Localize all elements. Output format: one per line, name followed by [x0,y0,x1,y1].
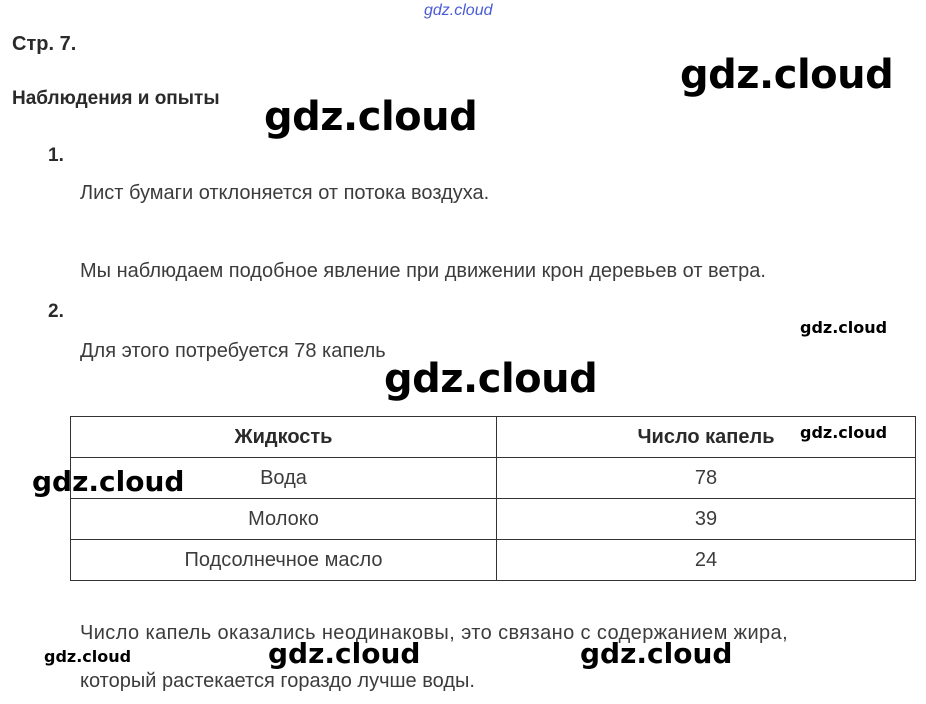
drops-table [70,416,916,581]
table-cell-liquid: Молоко [71,499,497,540]
table-header-liquid: Жидкость [71,417,497,458]
watermark-large-header: gdz.cloud [264,94,478,140]
table-row [71,499,916,540]
table-row [71,458,916,499]
section-title: Наблюдения и опыты [12,88,220,109]
watermark-medium-bottom-right: gdz.cloud [580,637,733,670]
watermark-large-top-right: gdz.cloud [680,52,894,98]
task-1-answer-line-2: Мы наблюдаем подобное явление при движении крон деревьев от ветра. [80,260,766,282]
table-row [71,540,916,581]
table-cell-drops: 39 [497,499,916,540]
page-reference: Стр. 7. [12,33,77,55]
watermark-small-table: gdz.cloud [800,423,888,442]
table-cell-liquid: Вода [71,458,497,499]
task-1-answer-line-1: Лист бумаги отклоняется от потока воздуха. [80,182,490,204]
table-header-drops: Число капель [497,417,916,458]
table-header-row [71,417,916,458]
conclusion-line-1: Число капель оказались неодинаковы, это связано с содержанием жира, [80,622,789,644]
top-watermark-link[interactable]: gdz.cloud [424,2,493,19]
task-2-answer-line: Для этого потребуется 78 капель [80,340,386,362]
conclusion-line-2: который растекается гораздо лучше воды. [80,670,475,692]
table-cell-drops: 24 [497,540,916,581]
task-number-2: 2. [48,301,64,322]
task-number-1: 1. [48,145,64,166]
watermark-small-bottom-left: gdz.cloud [44,647,132,666]
watermark-small-right: gdz.cloud [800,318,888,337]
watermark-medium-bottom: gdz.cloud [268,637,421,670]
watermark-large-center: gdz.cloud [384,356,598,402]
watermark-medium-left: gdz.cloud [32,465,185,498]
table-cell-liquid: Подсолнечное масло [71,540,497,581]
table-cell-drops: 78 [497,458,916,499]
